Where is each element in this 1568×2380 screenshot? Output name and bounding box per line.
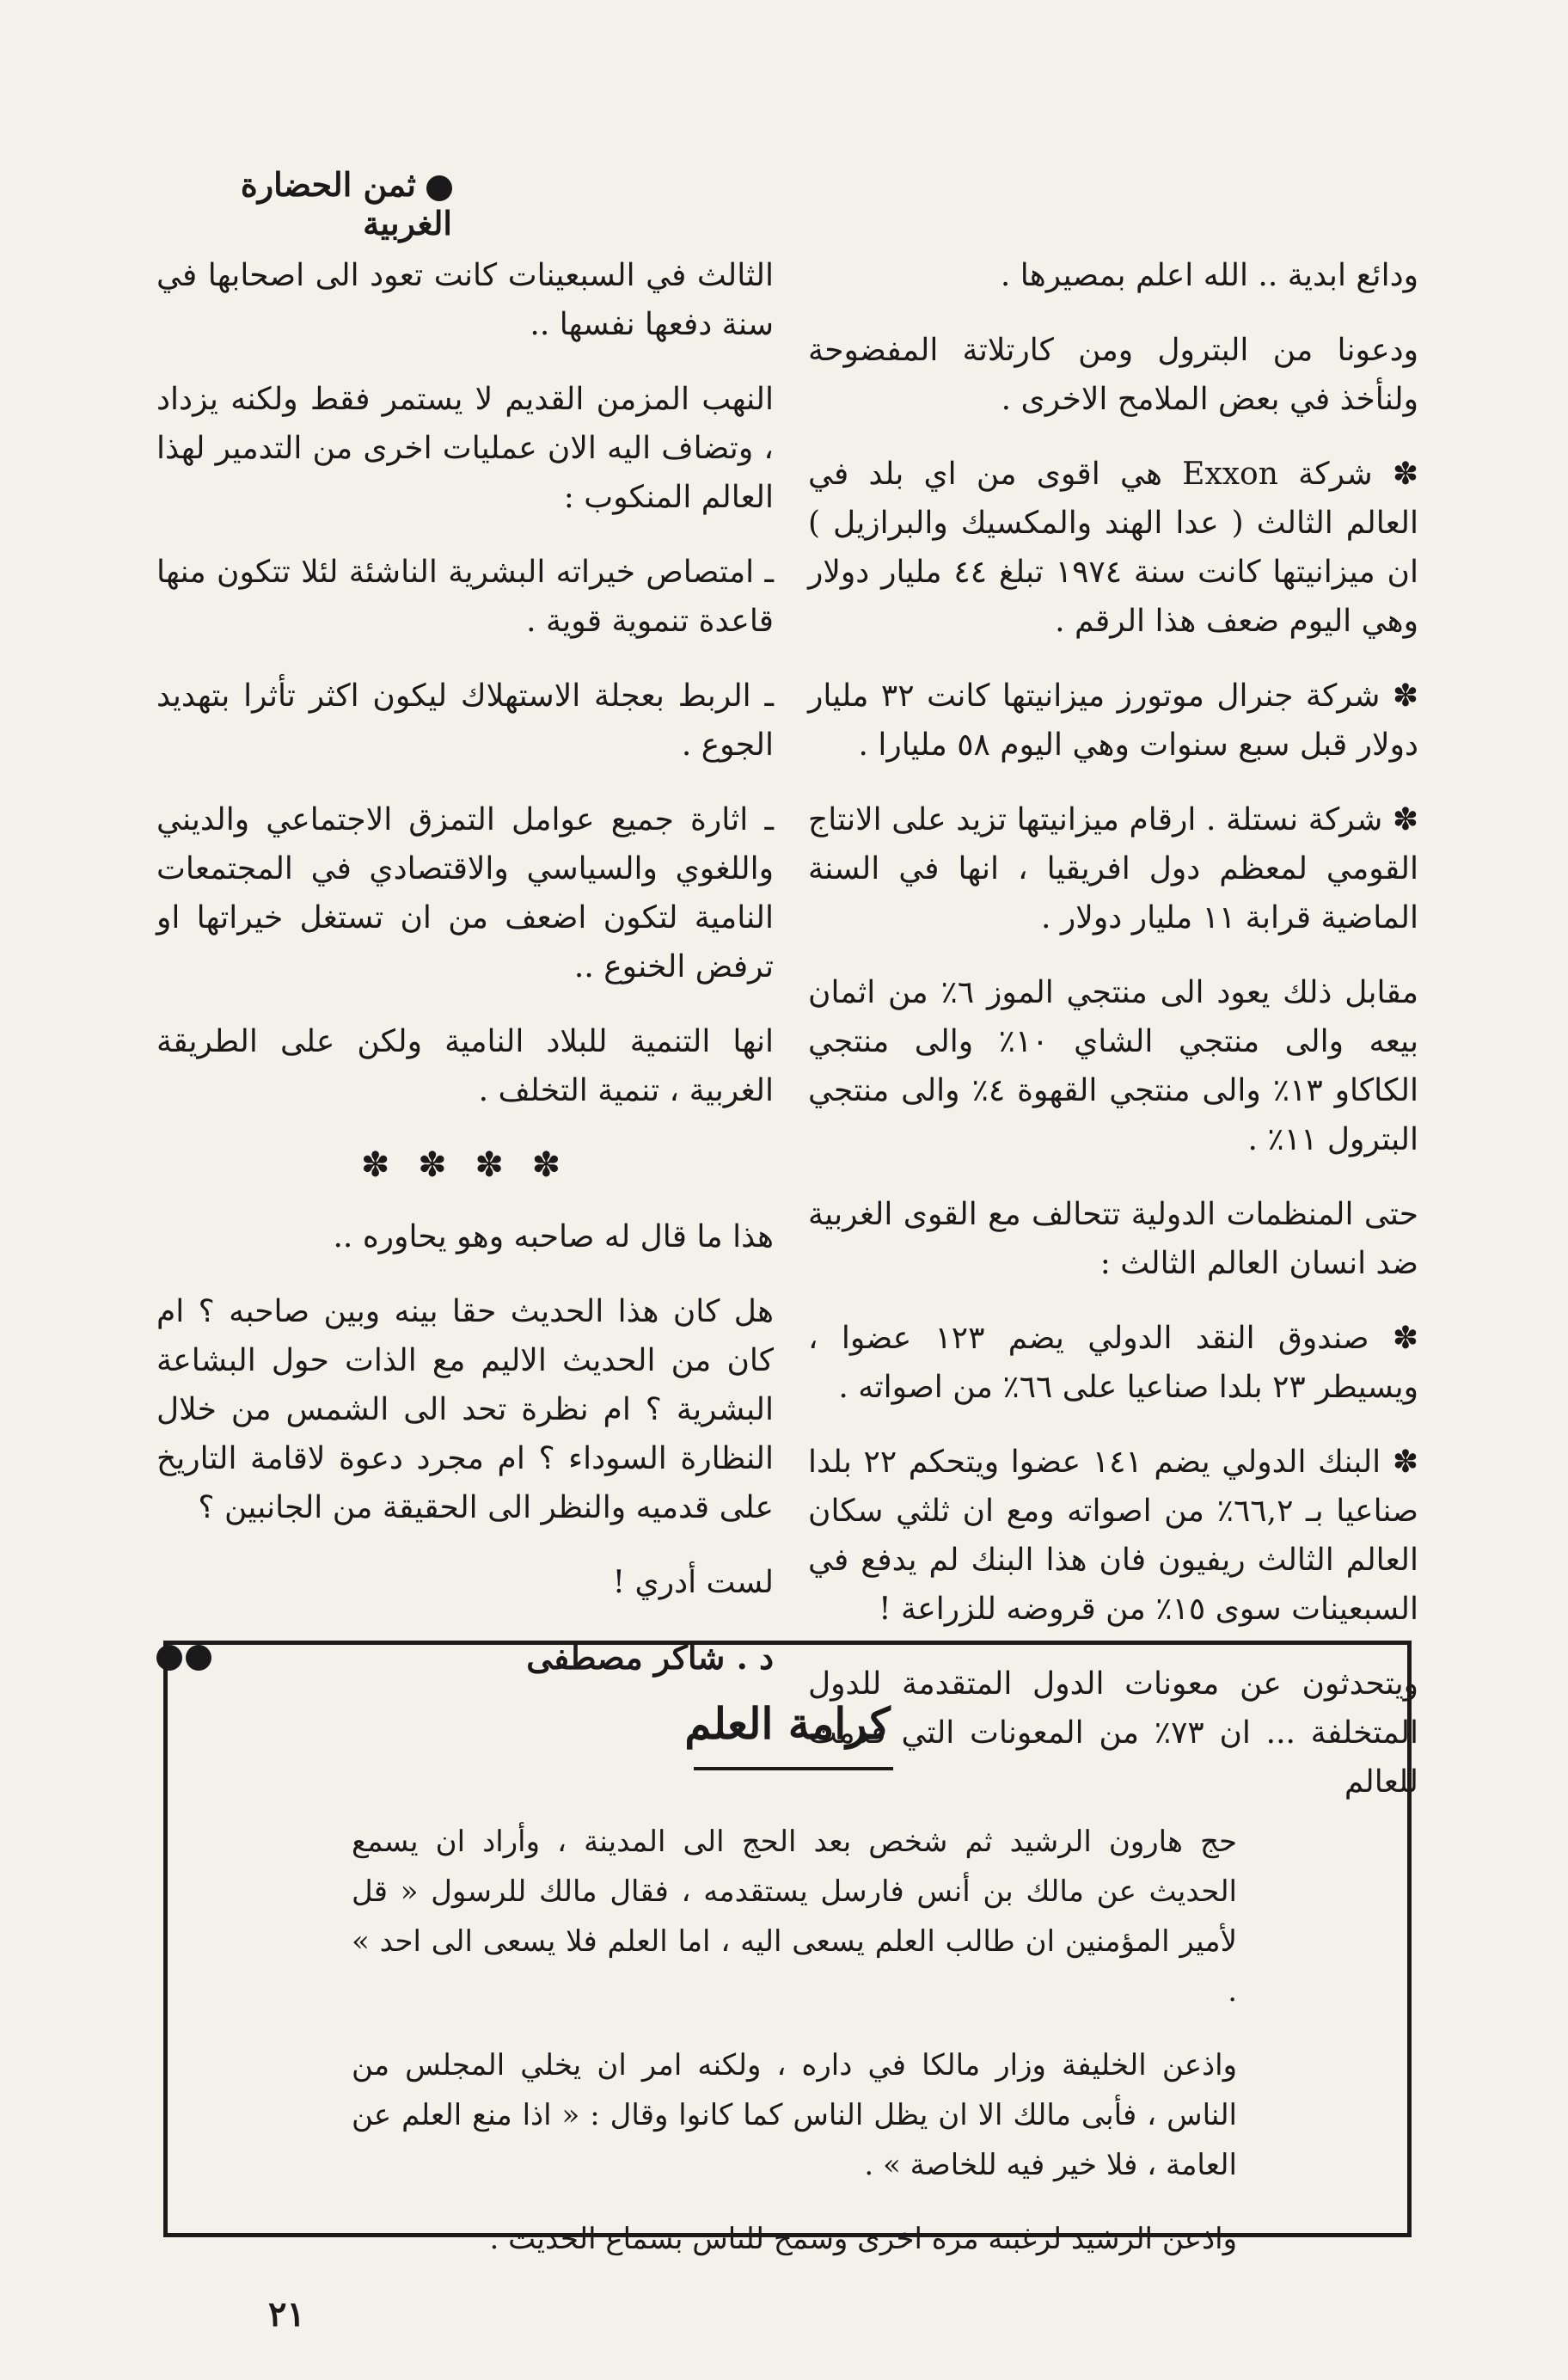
paragraph: حج هارون الرشيد ثم شخص بعد الحج الى المدينة ، وأراد ان يسمع الحديث عن مالك بن أنس فارسل يستقدمه ، فقال مالك للرسول « قل لأمير المؤمنين ان طالب العلم يسعى اليه ، اما العلم فلا يسعى الى احد » .	[352, 1825, 1237, 2009]
box-title: كرامة العلم	[684, 1698, 891, 1749]
article-header	[168, 165, 452, 242]
paragraph: ✽ شركة جنرال موتورز ميزانيتها كانت ٣٢ مليار دولار قبل سبع سنوات وهي اليوم ٥٨ مليارا .	[808, 678, 1418, 763]
paragraph: واذعن الخليفة وزار مالكا في داره ، ولكنه امر ان يخلي المجلس من الناس ، فأبى مالك الا ان يظل الناس كما كانوا وقال : « اذا منع العلم عن العامة ، فلا خير فيه للخاصة » .	[352, 2048, 1237, 2182]
box-body	[352, 1817, 1237, 2288]
paragraph: هذا ما قال له صاحبه وهو يحاوره ..	[333, 1219, 774, 1254]
right-column	[808, 251, 1418, 1832]
bullet-dot-icon	[426, 175, 452, 201]
paragraph: هل كان هذا الحديث حقا بينه وبين صاحبه ؟ ام كان من الحديث الاليم مع الذات حول البشاعة البشرية ؟ ام نظرة تحد الى الشمس من خلال النظارة السوداء ؟ ام مجرد دعوة لاقامة التاريخ على قدميه والنظر الى الحقيقة من الجانبين ؟	[156, 1294, 774, 1525]
section-divider-stars: ✽ ✽ ✽ ✽	[360, 1145, 570, 1185]
paragraph: حتى المنظمات الدولية تتحالف مع القوى الغربية ضد انسان العالم الثالث :	[808, 1197, 1418, 1281]
boxed-article	[163, 1641, 1412, 2256]
paragraph: انها التنمية للبلاد النامية ولكن على الطريقة الغربية ، تنمية التخلف .	[156, 1024, 774, 1108]
paragraph: ✽ البنك الدولي يضم ١٤١ عضوا ويتحكم ٢٢ بلدا صناعيا بـ ٦٦,٢٪ من اصواته ومع ان ثلثي سكان العالم الثالث ريفيون فان هذا البنك لم يدفع في السبعينات سوى ١٥٪ من قروضه للزراعة !	[808, 1445, 1418, 1627]
author-name: د . شاكر مصطفى	[526, 1638, 774, 1677]
paragraph: ✽ شركة Exxon هي اقوى من اي بلد في العالم الثالث ( عدا الهند والمكسيك والبرازيل ) ان ميزانيتها كانت سنة ١٩٧٤ تبلغ ٤٤ مليار دولار وهي اليوم ضعف هذا الرقم .	[808, 457, 1418, 639]
paragraph: ـ اثارة جميع عوامل التمزق الاجتماعي والديني واللغوي والسياسي والاقتصادي في المجتمعات النامية لتكون اضعف من ان تستغل خيراتها او ترفض الخنوع ..	[156, 802, 774, 985]
left-column	[156, 251, 774, 1682]
paragraph: النهب المزمن القديم لا يستمر فقط ولكنه يزداد ، وتضاف اليه الان عمليات اخرى من التدمير لهذا العالم المنكوب :	[156, 382, 774, 515]
paragraph: ✽ شركة نستلة . ارقام ميزانيتها تزيد على الانتاج القومي لمعظم دول افريقيا ، انها في السنة الماضية قرابة ١١ مليار دولار .	[808, 802, 1418, 935]
paragraph: ودعونا من البترول ومن كارتلاتة المفضوحة ولنأخذ في بعض الملامح الاخرى .	[808, 333, 1418, 417]
title-underline	[694, 1767, 893, 1770]
paragraph: ✽ صندوق النقد الدولي يضم ١٢٣ عضوا ، ويسيطر ٢٣ بلدا صناعيا على ٦٦٪ من اصواته .	[808, 1321, 1419, 1405]
closing-line: لست أدري !	[612, 1565, 774, 1600]
paragraph: ودائع ابدية .. الله اعلم بمصيرها .	[1000, 258, 1418, 293]
article-title: ثمن الحضارة الغربية	[240, 165, 452, 242]
paragraph: واذعن الرشيد لرغبته مرة اخرى وسمح للناس بسماع الحديث .	[489, 2222, 1237, 2256]
paragraph: ـ امتصاص خيراته البشرية الناشئة لئلا تتكون منها قاعدة تنموية قوية .	[156, 555, 774, 639]
paragraph: ـ الربط بعجلة الاستهلاك ليكون اكثر تأثرا بتهديد الجوع .	[156, 678, 774, 763]
page-number: ٢١	[268, 2294, 305, 2334]
paragraph: الثالث في السبعينات كانت تعود الى اصحابها في سنة دفعها نفسها ..	[156, 258, 774, 342]
paragraph: مقابل ذلك يعود الى منتجي الموز ٦٪ من اثمان بيعه والى منتجي الشاي ١٠٪ والى منتجي الكاكاو ١٣٪ والى منتجي القهوة ٤٪ والى منتجي البترول ١١٪ .	[808, 975, 1419, 1157]
paragraph: ويتحدثون عن معونات الدول المتقدمة للدول المتخلفة ... ان ٧٣٪ من المعونات التي قدمت للعالم	[808, 1666, 1418, 1800]
